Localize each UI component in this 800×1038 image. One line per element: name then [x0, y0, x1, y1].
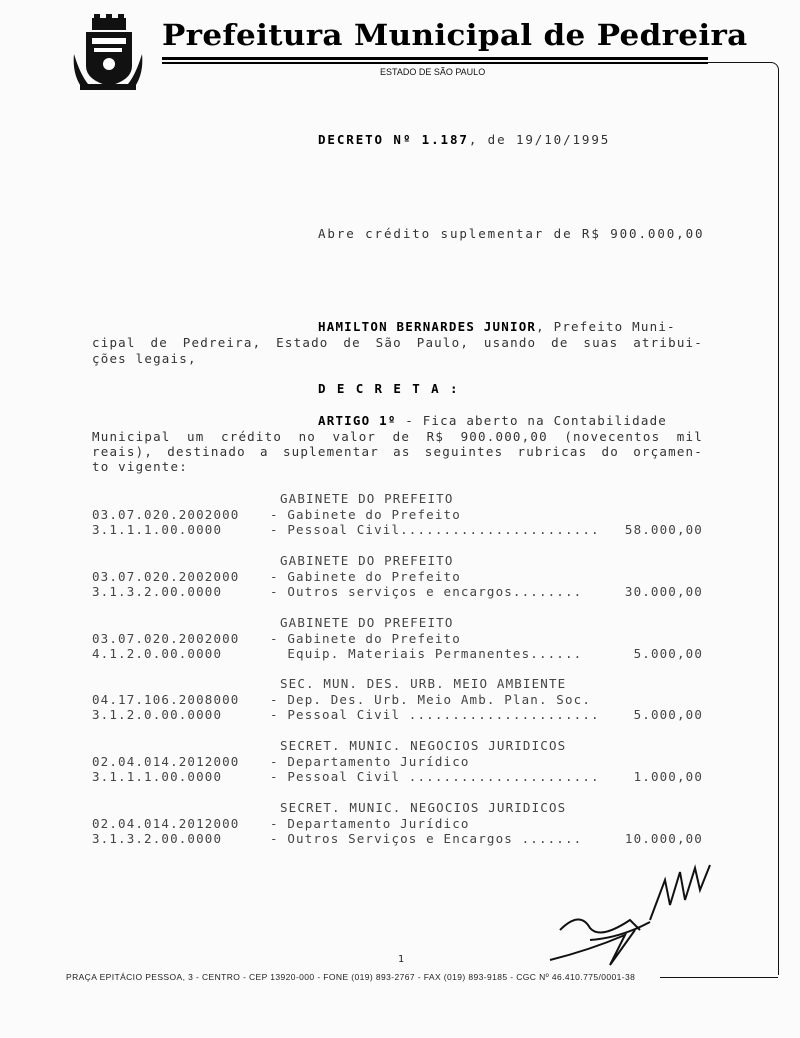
unit-name: - Departamento Jurídico — [270, 815, 470, 831]
unit-name: - Departamento Jurídico — [270, 753, 470, 769]
unit-code: 03.07.020.2002000 — [92, 506, 240, 522]
unit-name: - Gabinete do Prefeito — [270, 630, 461, 646]
article-text: - Fica aberto na Contabilidade — [396, 413, 668, 428]
item-code: 3.1.3.2.00.0000 — [92, 584, 223, 599]
unit-code: 02.04.014.2012000 — [92, 753, 240, 769]
footer-rule — [660, 977, 778, 978]
municipal-coat-of-arms-icon — [70, 14, 146, 96]
article-label: ARTIGO 1º — [318, 413, 397, 428]
amount: 30.000,00 — [624, 584, 703, 599]
unit-code: 02.04.014.2012000 — [92, 815, 240, 831]
budget-entry — [92, 553, 703, 600]
article-line: Municipal um crédito no valor de R$ 900.000,00 (novecentos mil — [92, 429, 703, 444]
article-line: reais), destinado a suplementar as seguintes rubricas do orçamen- — [92, 444, 703, 459]
page-frame — [708, 62, 779, 975]
item-name: - Pessoal Civil ...................... — [270, 707, 600, 722]
entry-heading: GABINETE DO PREFEITO — [280, 491, 454, 506]
unit-name: - Gabinete do Prefeito — [270, 506, 461, 522]
page-title: Prefeitura Municipal de Pedreira — [162, 18, 748, 52]
amount: 10.000,00 — [624, 831, 703, 846]
preamble-line: ções legais, — [92, 351, 197, 366]
decree-summary: Abre crédito suplementar de R$ 900.000,00 — [318, 226, 705, 241]
entry-heading: SECRET. MUNIC. NEGOCIOS JURIDICOS — [280, 800, 567, 815]
decreta-heading: D E C R E T A : — [318, 381, 460, 396]
amount: 58.000,00 — [624, 522, 703, 537]
budget-entry — [92, 491, 703, 538]
preamble-line — [92, 319, 703, 334]
header-rule — [162, 57, 708, 60]
article-line: to vigente: — [92, 459, 188, 474]
footer-address: PRAÇA EPITÁCIO PESSOA, 3 - CENTRO - CEP 13920-000 - FONE (019) 893-2767 - FAX (019) 893-9185 - CGC Nº 46.410.775/0001-38 — [66, 972, 636, 982]
item-code: 3.1.3.2.00.0000 — [92, 831, 223, 846]
unit-code: 04.17.106.2008000 — [92, 691, 240, 707]
unit-code: 03.07.020.2002000 — [92, 568, 240, 584]
budget-entry — [92, 676, 703, 723]
item-code: 3.1.1.1.00.0000 — [92, 769, 223, 784]
unit-name: - Gabinete do Prefeito — [270, 568, 461, 584]
budget-entry — [92, 615, 703, 662]
preamble-text: , Prefeito Muni- — [536, 319, 676, 334]
article-line — [92, 413, 703, 428]
entry-heading: GABINETE DO PREFEITO — [280, 553, 454, 568]
state-subtitle: ESTADO DE SÃO PAULO — [380, 67, 486, 77]
item-name: - Pessoal Civil....................... — [270, 522, 600, 537]
budget-entry — [92, 800, 703, 847]
decree-heading — [318, 132, 610, 147]
unit-code: 03.07.020.2002000 — [92, 630, 240, 646]
handwritten-signature — [530, 860, 720, 970]
decree-number: DECRETO Nº 1.187 — [318, 132, 469, 147]
item-code: 4.1.2.0.00.0000 — [92, 646, 223, 661]
amount: 5.000,00 — [633, 646, 703, 661]
preamble-line: cipal de Pedreira, Estado de São Paulo, usando de suas atribui- — [92, 335, 703, 350]
item-name: - Pessoal Civil ...................... — [270, 769, 600, 784]
entry-heading: SEC. MUN. DES. URB. MEIO AMBIENTE — [280, 676, 567, 691]
amount: 5.000,00 — [633, 707, 703, 722]
budget-entry — [92, 738, 703, 785]
page-number: 1 — [398, 954, 405, 965]
item-code: 3.1.1.1.00.0000 — [92, 522, 223, 537]
entry-heading: SECRET. MUNIC. NEGOCIOS JURIDICOS — [280, 738, 567, 753]
decree-date: , de 19/10/1995 — [468, 132, 611, 147]
item-name: Equip. Materiais Permanentes...... — [270, 646, 583, 661]
entry-heading: GABINETE DO PREFEITO — [280, 615, 454, 630]
item-name: - Outros serviços e encargos........ — [270, 584, 583, 599]
item-name: - Outros Serviços e Encargos ....... — [270, 831, 583, 846]
header-rule — [162, 62, 708, 64]
item-code: 3.1.2.0.00.0000 — [92, 707, 223, 722]
amount: 1.000,00 — [633, 769, 703, 784]
mayor-name: HAMILTON BERNARDES JUNIOR — [318, 319, 537, 334]
unit-name: - Dep. Des. Urb. Meio Amb. Plan. Soc. — [270, 691, 591, 707]
